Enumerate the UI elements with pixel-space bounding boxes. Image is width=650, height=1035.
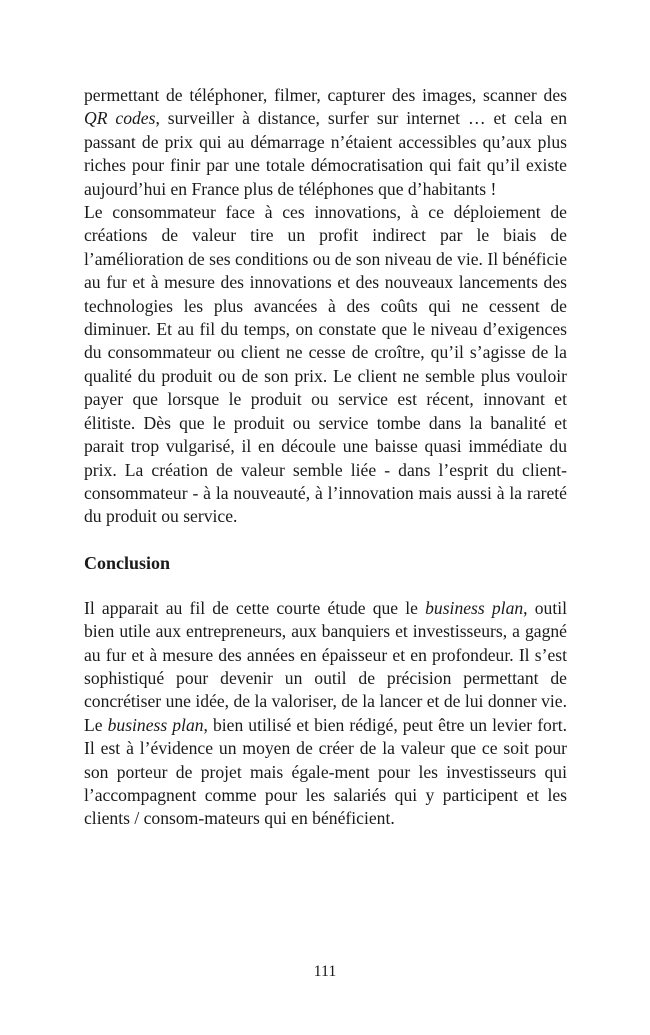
paragraph-conclusion [84,597,567,831]
page-body [84,84,567,831]
paragraph-text: permettant de téléphoner, filmer, capturer des images, scanner des [84,85,567,105]
paragraph-text: Il apparait au fil de cette courte étude que le [84,597,426,618]
paragraph-text: , outil bien utile aux entrepreneurs, aux banquiers et investisseurs, a gagné au fur et à mesure des années en épaisseur et en profondeur. Il s’est sophistiqué pour devenir un outil de précision permettant de concrétiser une idée, de la valoriser, de la lancer et de lui donner vie. Le [84,597,567,735]
italic-term-business-plan: business plan [107,714,204,735]
italic-term-qr-codes: QR codes [84,108,156,129]
section-heading: Conclusion [84,552,171,573]
paragraph-telephones [84,84,567,201]
paragraph-consumer: Le consommateur face à ces innovations, à ce déploiement de créations de valeur tire un profit indirect par le biais de l’amélioration de ses conditions ou de son niveau de vie. Il bénéficie au fur et à mesure des innovations et des nouveaux lancements des technologies les plus avancées à des coûts qui ne cessent de diminuer. Et au fil du temps, on constate que le niveau d’exigences du consommateur ou client ne cesse de croître, qu’il s’agisse de la qualité du produit ou de son prix. Le client ne semble plus vouloir payer que lorsque le produit ou service est récent, innovant et élitiste. Dès que le produit ou service tombe dans la banalité et parait trop vulgarisé, il en découle une baisse quasi immédiate du prix. La création de valeur semble liée - dans l’esprit du client-consommateur - à la nouveauté, à l’innovation mais aussi à la rareté du produit ou service. [84,202,567,527]
paragraph-text: , surveiller à distance, surfer sur internet … et cela en passant de prix qui au démarrage n’étaient accessibles qu’aux plus riches pour finir par une totale démocratisation qui fait qu’il existe aujourd’hui en France plus de téléphones que d’habitants ! [84,108,567,199]
italic-term-business-plan: business plan [425,597,524,618]
paragraph-text: , bien utilisé et bien rédigé, peut être un levier fort. Il est à l’évidence un moyen de créer de la valeur que ce soit pour son porteur de projet mais égale-ment pour les investisseurs qui l’accompagnent comme pour les salariés qui y participent et les clients / consom-mateurs qui en bénéficient. [84,714,567,829]
page-number: 111 [313,963,337,980]
